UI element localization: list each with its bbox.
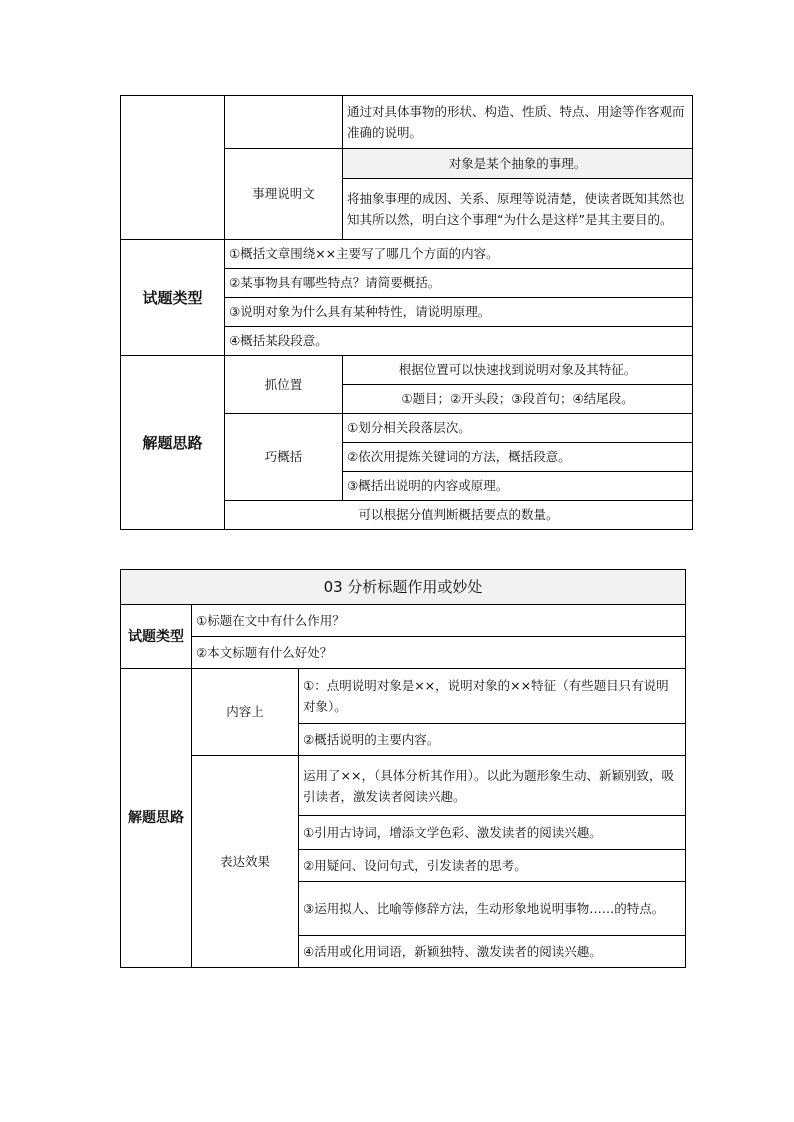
empty-cell <box>225 96 343 149</box>
title-analysis-table <box>120 569 686 968</box>
empty-cell <box>121 96 225 240</box>
physical-desc-cell: 通过对具体事物的形状、构造、性质、特点、用途等作客观而准确的说明。 <box>343 96 693 149</box>
section-title: 03 分析标题作用或妙处 <box>121 570 686 605</box>
shili-label: 事理说明文 <box>225 149 343 240</box>
table-row <box>121 570 686 605</box>
summarize-item: ②依次用提炼关键词的方法，概括段意。 <box>343 443 693 472</box>
table-row <box>121 96 693 149</box>
expression-label: 表达效果 <box>192 756 299 968</box>
question-type-item: ②本文标题有什么好处？ <box>192 637 686 669</box>
summarize-item: ①划分相关段落层次。 <box>343 414 693 443</box>
shili-object-cell: 对象是某个抽象的事理。 <box>343 149 693 179</box>
expression-item: ②用疑问、设问句式，引发读者的思考。 <box>299 850 686 882</box>
table-row <box>121 240 693 269</box>
expression-item: 运用了××，（具体分析其作用）。以此为题形象生动、新颖别致，吸引读者，激发读者阅读兴趣。 <box>299 756 686 816</box>
table-row <box>121 637 686 669</box>
question-type-item: ①标题在文中有什么作用？ <box>192 605 686 637</box>
explanatory-text-table <box>120 95 693 530</box>
position-label: 抓位置 <box>225 356 343 414</box>
content-label: 内容上 <box>192 669 299 756</box>
expression-item: ①引用古诗词，增添文学色彩、激发读者的阅读兴趣。 <box>299 816 686 850</box>
question-type-item: ④概括某段段意。 <box>225 327 693 356</box>
content-item: ①：点明说明对象是××，说明对象的××特征（有些题目只有说明对象）。 <box>299 669 686 724</box>
table-row <box>121 356 693 385</box>
summarize-item: ③概括出说明的内容或原理。 <box>343 472 693 501</box>
content-item: ②概括说明的主要内容。 <box>299 724 686 756</box>
table-row <box>121 669 686 724</box>
question-type-item: ②某事物具有哪些特点？请简要概括。 <box>225 269 693 298</box>
question-types-label: 试题类型 <box>121 605 192 669</box>
question-types-label: 试题类型 <box>121 240 225 356</box>
approach-note: 可以根据分值判断概括要点的数量。 <box>225 501 693 530</box>
shili-desc-cell: 将抽象事理的成因、关系、原理等说清楚，使读者既知其然也知其所以然，明白这个事理“为什么是这样”是其主要目的。 <box>343 179 693 240</box>
approach-label: 解题思路 <box>121 669 192 968</box>
expression-item: ③运用拟人、比喻等修辞方法，生动形象地说明事物……的特点。 <box>299 882 686 936</box>
approach-label: 解题思路 <box>121 356 225 530</box>
position-line: 根据位置可以快速找到说明对象及其特征。 <box>343 356 693 385</box>
summarize-label: 巧概括 <box>225 414 343 501</box>
position-line: ①题目；②开头段；③段首句；④结尾段。 <box>343 385 693 414</box>
question-type-item: ①概括文章围绕××主要写了哪几个方面的内容。 <box>225 240 693 269</box>
question-type-item: ③说明对象为什么具有某种特性，请说明原理。 <box>225 298 693 327</box>
table-row <box>121 756 686 816</box>
expression-item: ④活用或化用词语，新颖独特、激发读者的阅读兴趣。 <box>299 936 686 968</box>
table-row <box>121 605 686 637</box>
